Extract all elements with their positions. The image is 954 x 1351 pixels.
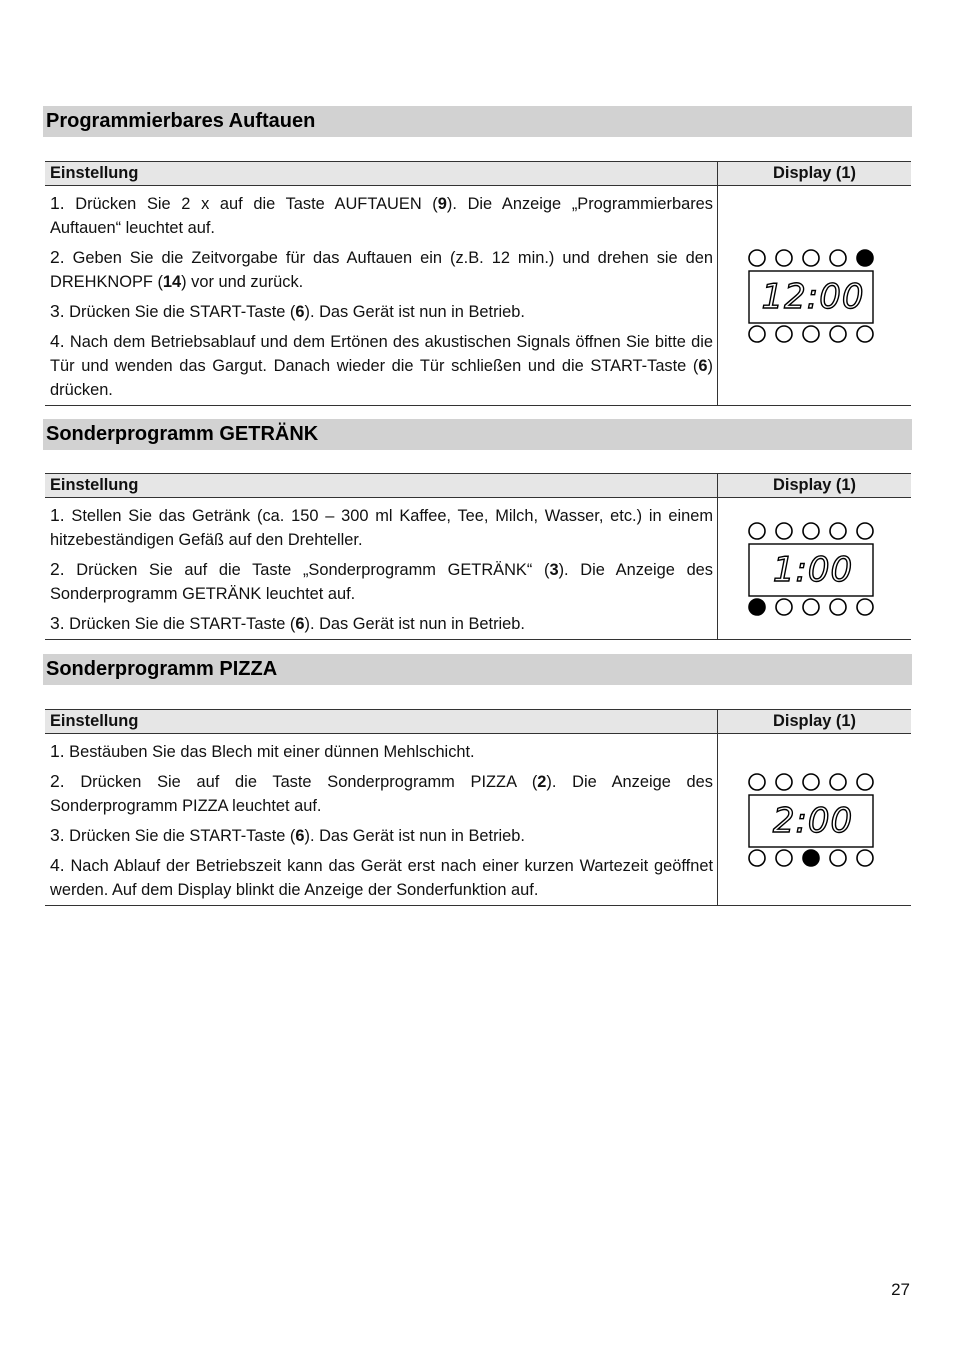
step-2: 2. Drücken Sie auf die Taste Sonderprogramm PIZZA (2). Die Anzeige des Sonderprogramm PIZZA leuchtet auf. <box>50 771 713 815</box>
settings-table <box>45 709 911 906</box>
indicator-dot <box>803 523 819 539</box>
lcd-time: 1:00 <box>772 549 853 590</box>
column-header-setting: Einstellung <box>45 162 718 186</box>
step-1: 1. Drücken Sie 2 x auf die Taste AUFTAUEN (9). Die Anzeige „Programmierbares Auftauen“ leuchtet auf. <box>50 193 713 237</box>
table-header-row <box>45 474 911 498</box>
indicator-dot <box>776 850 792 866</box>
indicator-dot <box>749 774 765 790</box>
indicator-dot <box>857 599 873 615</box>
column-header-display: Display (1) <box>718 474 912 498</box>
column-header-setting: Einstellung <box>45 710 718 734</box>
indicator-dot <box>803 250 819 266</box>
indicator-dot <box>830 850 846 866</box>
indicator-dot <box>776 326 792 342</box>
indicator-dot <box>830 326 846 342</box>
step-3: 3. Drücken Sie die START-Taste (6). Das Gerät ist nun in Betrieb. <box>50 613 525 633</box>
table-row <box>45 186 911 406</box>
display-cell <box>718 734 912 906</box>
steps-cell <box>45 734 718 906</box>
indicator-dot <box>830 250 846 266</box>
indicator-dot <box>803 599 819 615</box>
display-cell <box>718 498 912 640</box>
step-2: 2. Drücken Sie auf die Taste „Sonderprogramm GETRÄNK“ (3). Die Anzeige des Sonderprogramm GETRÄNK leuchtet auf. <box>50 559 713 603</box>
indicator-dot <box>803 326 819 342</box>
column-header-setting: Einstellung <box>45 474 718 498</box>
table-row <box>45 498 911 640</box>
indicator-dot <box>776 774 792 790</box>
step-4: 4. Nach dem Betriebsablauf und dem Ertönen des akustischen Signals öffnen Sie bitte die Tür und wenden das Gargut. Danach wieder die Tür schließen und die START-Taste (6) drücken. <box>50 331 713 399</box>
indicator-dot-active <box>803 850 819 866</box>
indicator-dot <box>830 599 846 615</box>
indicator-dot-active <box>857 250 873 266</box>
indicator-dot <box>776 599 792 615</box>
indicator-dot <box>857 850 873 866</box>
indicator-dot <box>749 326 765 342</box>
section-title: Programmierbares Auftauen <box>43 106 912 137</box>
display-illustration <box>745 770 885 870</box>
section-sonderprogramm-pizza <box>43 654 912 899</box>
indicator-dot <box>749 850 765 866</box>
section-sonderprogramm-getraenk <box>43 419 912 633</box>
step-1: 1. Stellen Sie das Getränk (ca. 150 – 300 ml Kaffee, Tee, Milch, Wasser, etc.) in einem hitzebeständigen Gefäß auf den Drehteller. <box>50 505 713 549</box>
indicator-dot <box>749 250 765 266</box>
indicator-dot <box>776 250 792 266</box>
lcd-time: 12:00 <box>761 276 864 317</box>
table-header-row <box>45 162 911 186</box>
section-programmierbares-auftauen <box>43 106 912 399</box>
step-1: 1. Bestäuben Sie das Blech mit einer dünnen Mehlschicht. <box>50 741 475 761</box>
steps-cell <box>45 498 718 640</box>
steps-cell <box>45 186 718 406</box>
indicator-dot <box>830 523 846 539</box>
display-cell <box>718 186 912 406</box>
lcd-time: 2:00 <box>772 800 853 841</box>
indicator-dot <box>803 774 819 790</box>
step-4: 4. Nach Ablauf der Betriebszeit kann das Gerät erst nach einer kurzen Wartezeit geöffnet werden. Auf dem Display blinkt die Anzeige der Sonderfunktion auf. <box>50 855 713 899</box>
indicator-dot <box>857 326 873 342</box>
page-number: 27 <box>891 1280 910 1299</box>
table-header-row <box>45 710 911 734</box>
settings-table <box>45 161 911 406</box>
step-2: 2. Geben Sie die Zeitvorgabe für das Auftauen ein (z.B. 12 min.) und drehen sie den DREHKNOPF (14) vor und zurück. <box>50 247 713 291</box>
table-row <box>45 734 911 906</box>
column-header-display: Display (1) <box>718 162 912 186</box>
step-3: 3. Drücken Sie die START-Taste (6). Das Gerät ist nun in Betrieb. <box>50 825 525 845</box>
indicator-dot <box>857 523 873 539</box>
step-3: 3. Drücken Sie die START-Taste (6). Das Gerät ist nun in Betrieb. <box>50 301 525 321</box>
section-title: Sonderprogramm GETRÄNK <box>43 419 912 450</box>
indicator-dot-active <box>749 599 765 615</box>
settings-table <box>45 473 911 640</box>
column-header-display: Display (1) <box>718 710 912 734</box>
indicator-dot <box>749 523 765 539</box>
indicator-dot <box>857 774 873 790</box>
display-illustration <box>745 246 885 346</box>
indicator-dot <box>830 774 846 790</box>
display-illustration <box>745 519 885 619</box>
section-title: Sonderprogramm PIZZA <box>43 654 912 685</box>
indicator-dot <box>776 523 792 539</box>
